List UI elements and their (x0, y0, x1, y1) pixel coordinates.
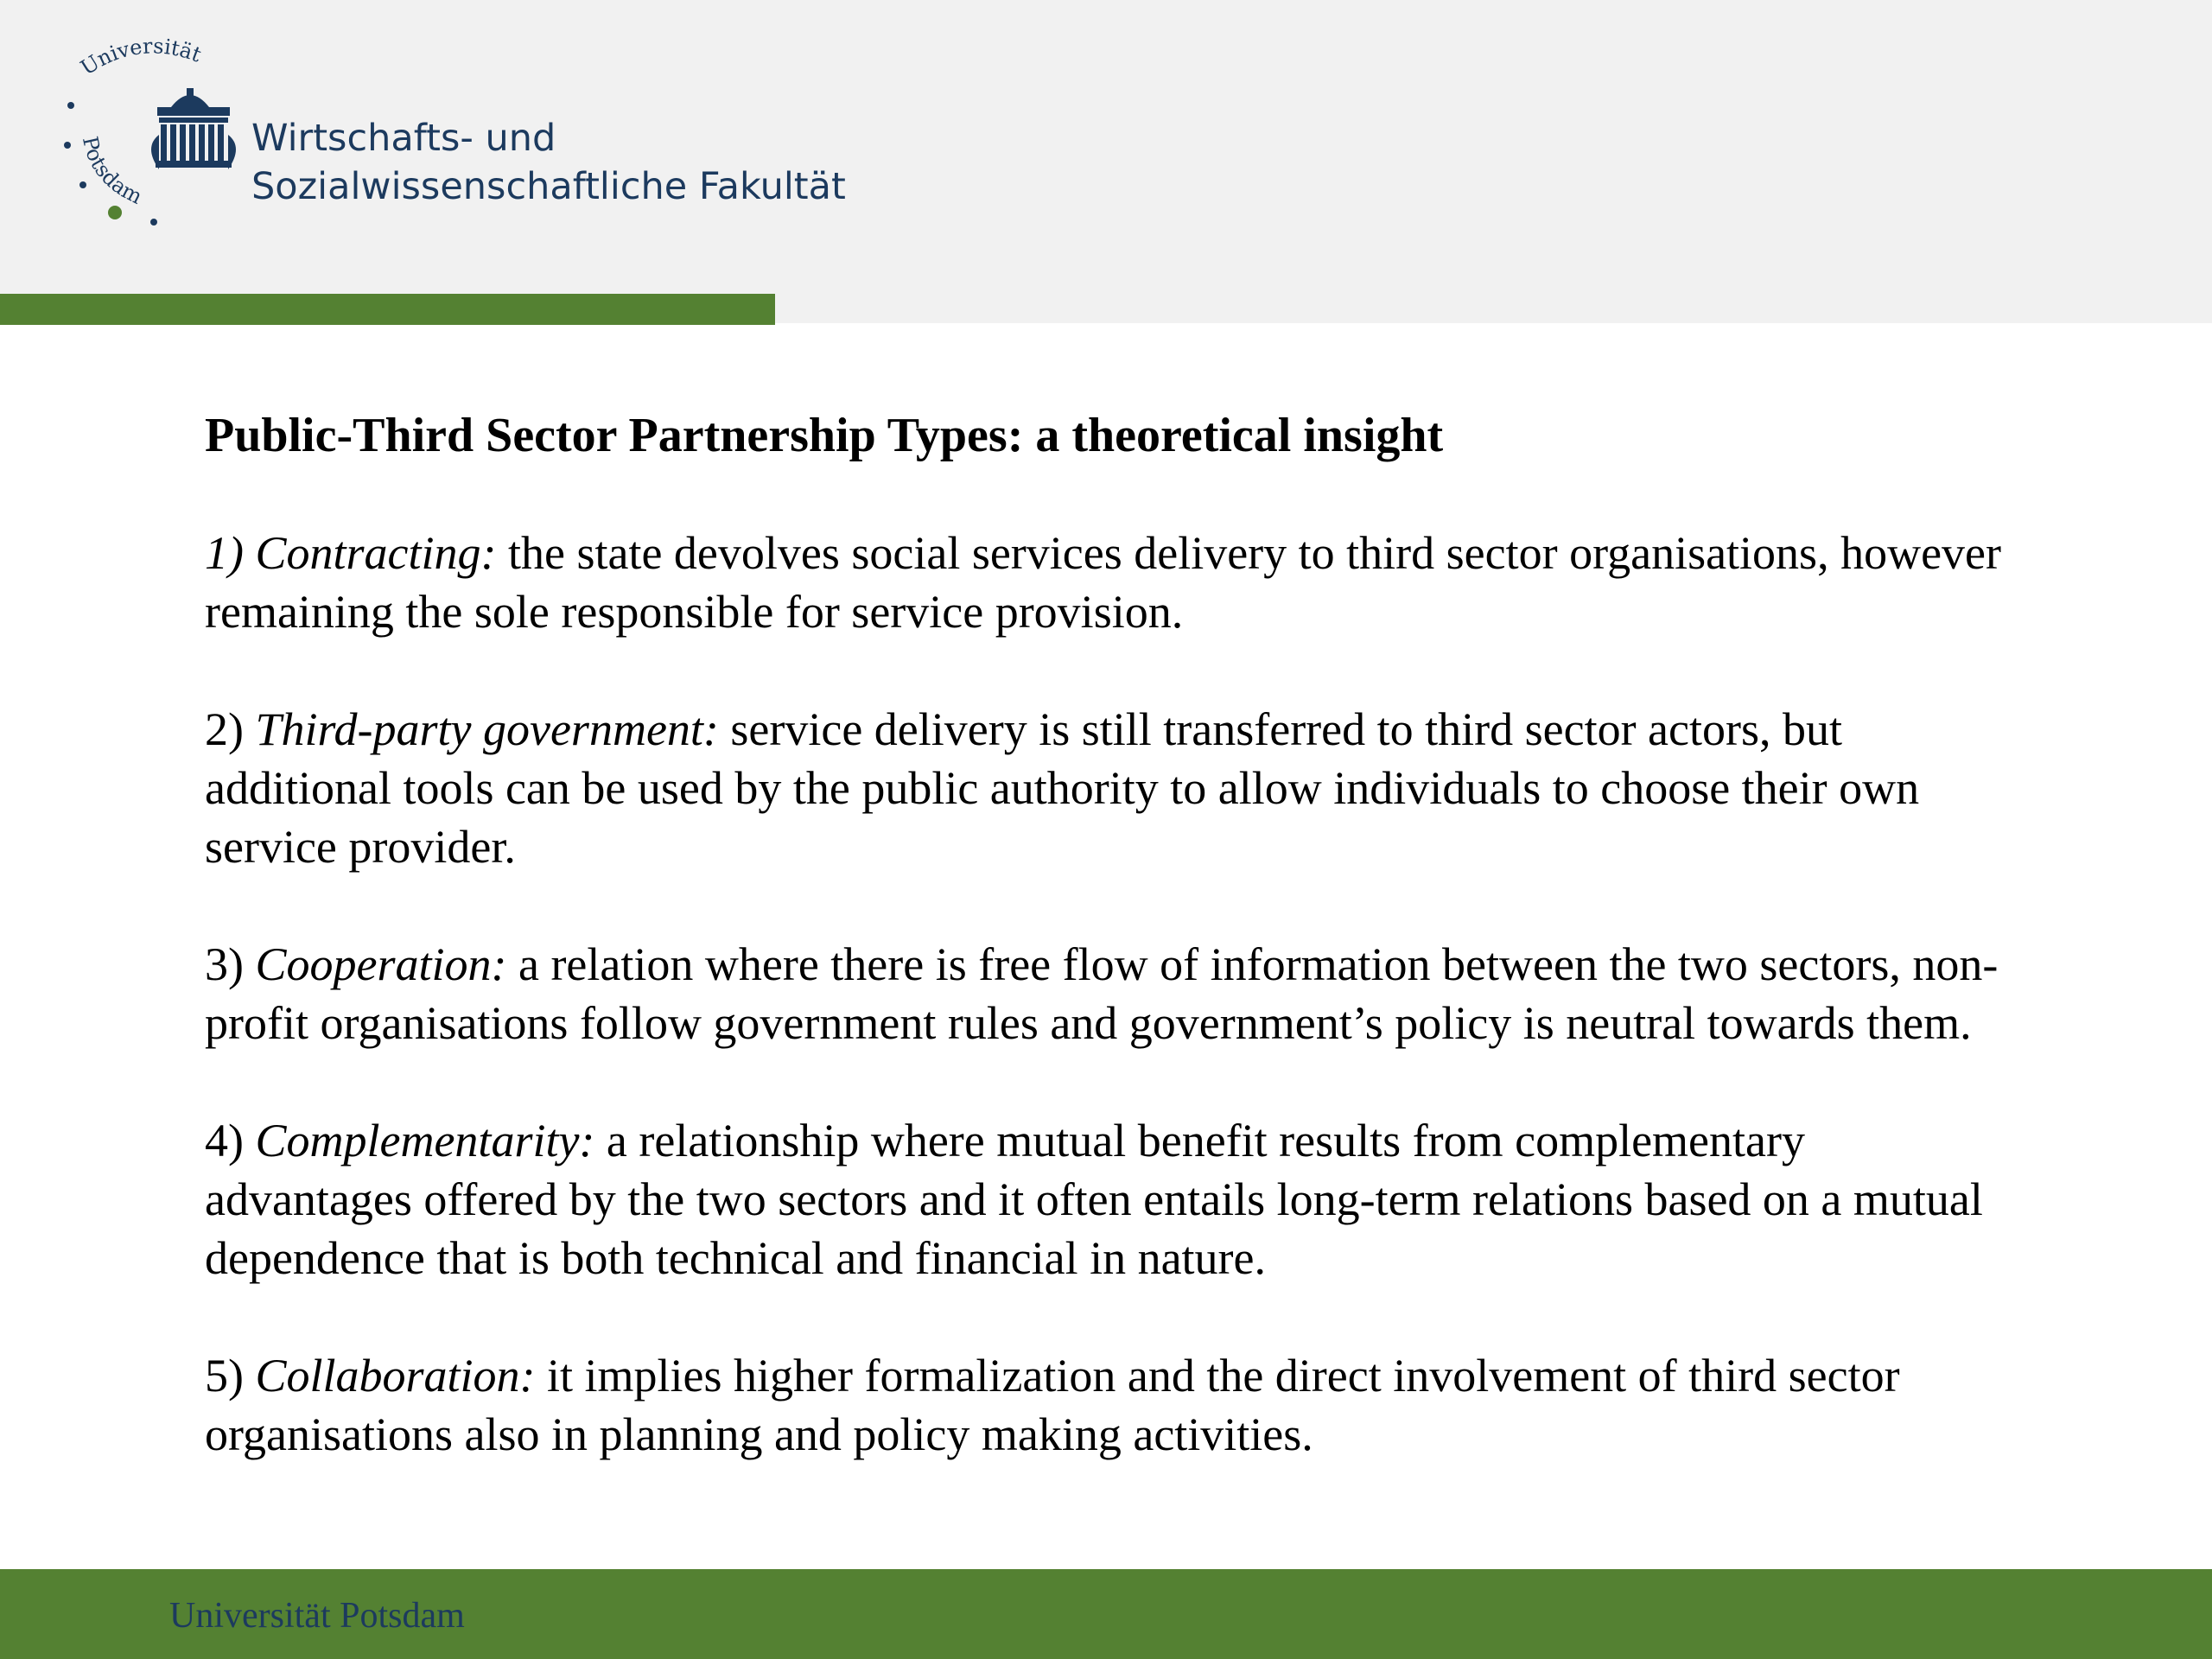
university-seal-logo (52, 35, 242, 242)
logo-text-bottom: Potsdam (77, 134, 147, 209)
item-description: a relationship where mutual benefit results from complementary advantages offered by the two sectors and it often entails long-term relations based on a mutual dependence that is both technical and financial in nature. (205, 1115, 1983, 1284)
item-description: it implies higher formalization and the direct involvement of third sector organisations also in planning and policy making activities. (205, 1350, 1900, 1460)
item-number: 3) (205, 938, 256, 990)
item-number: 4) (205, 1115, 256, 1166)
slide-body (205, 406, 2019, 1464)
faculty-name-line-2: Sozialwissenschaftliche Fakultät (251, 165, 846, 208)
partnership-types-list (205, 524, 2019, 1464)
footer-university-name: Universität Potsdam (169, 1596, 465, 1636)
item-description: the state devolves social services delivery to third sector organisations, however remaining the sole responsible for service provision. (205, 527, 2001, 638)
item-term: Collaboration: (255, 1350, 536, 1402)
header-accent-bar (0, 294, 775, 325)
item-description: service delivery is still transferred to third sector actors, but additional tools can be used by the public authority to allow individuals to choose their own service provider. (205, 703, 1920, 873)
list-item-complementarity (205, 1111, 2019, 1287)
item-term: Third-party government: (255, 703, 719, 755)
list-item-contracting (205, 524, 2019, 641)
svg-text:Potsdam (78, 134, 147, 209)
item-description: a relation where there is free flow of information between the two sectors, non-profit organisations follow government rules and government’s policy is neutral towards them. (205, 938, 1999, 1049)
building-icon (151, 88, 236, 169)
list-item-third-party-government (205, 700, 2019, 876)
logo-text-top: Universität (76, 35, 205, 80)
item-term: Cooperation: (255, 938, 507, 990)
faculty-name (251, 114, 846, 211)
slide-footer (0, 1569, 2212, 1659)
slide-title: Public-Third Sector Partnership Types: a theoretical insight (205, 409, 1444, 462)
slide-header (0, 0, 2212, 323)
list-item-cooperation (205, 935, 2019, 1052)
svg-text:Universität (76, 35, 205, 80)
faculty-name-line-1: Wirtschafts- und (251, 117, 556, 160)
item-number: 5) (205, 1350, 256, 1402)
item-term: Complementarity: (255, 1115, 595, 1166)
list-item-collaboration (205, 1346, 2019, 1464)
item-number: 2) (205, 703, 256, 755)
item-term: 1) Contracting: (205, 527, 497, 579)
